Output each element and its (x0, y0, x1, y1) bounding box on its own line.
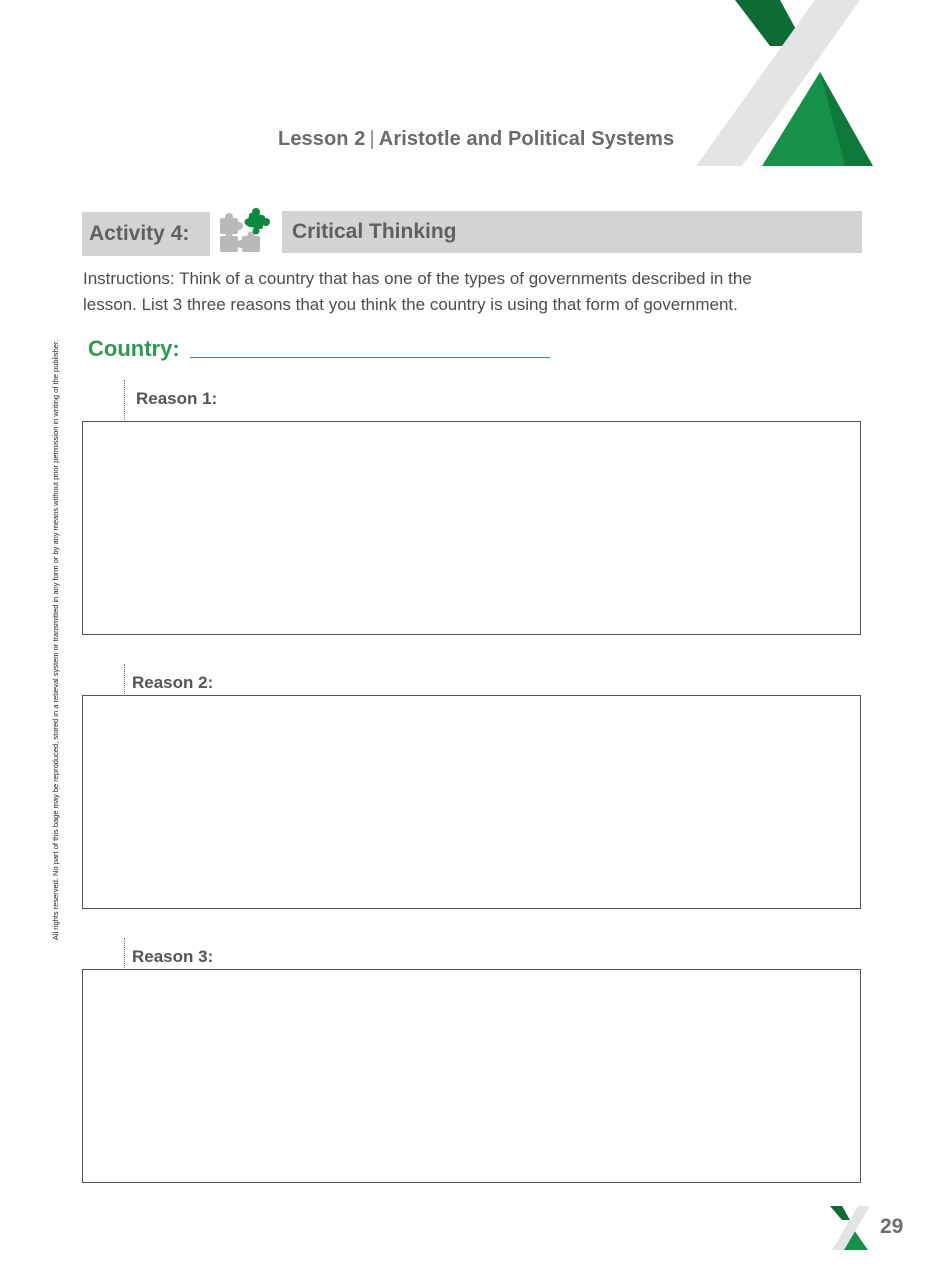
reason-2-label: Reason 2: (132, 673, 214, 692)
lesson-label: Lesson 2 (278, 128, 366, 150)
instructions-text (83, 266, 873, 318)
reason-1-divider (124, 380, 125, 422)
reason-1-label: Reason 1: (136, 389, 218, 408)
header-separator: | (369, 128, 375, 150)
country-answer-line[interactable] (190, 357, 550, 358)
footer-logo (828, 1204, 872, 1252)
reason-3-divider (124, 938, 125, 970)
page-number: 29 (880, 1215, 904, 1238)
country-label: Country: (88, 336, 180, 361)
copyright-notice: All rights reserved. No part of this bage may be reproduced, stored in a retieval system or transmitted in any form or by any means without prior permission in writing of the publisher. (51, 339, 60, 941)
activity-title-bar (282, 211, 862, 253)
corner-decoration-graphic (690, 0, 880, 170)
reason-2-divider (124, 664, 125, 696)
activity-label: Activity 4: (89, 222, 190, 245)
lesson-title: Aristotle and Political Systems (378, 128, 675, 150)
reason-2-answer-box[interactable] (82, 695, 861, 909)
instructions-line-2: lesson. List 3 three reasons that you think the country is using that form of government. (83, 295, 738, 314)
reason-1-answer-box[interactable] (82, 421, 861, 635)
activity-label-box (82, 212, 210, 256)
lesson-header (278, 128, 674, 151)
reason-3-label: Reason 3: (132, 947, 214, 966)
reason-3-answer-box[interactable] (82, 969, 861, 1183)
instructions-line-1: Instructions: Think of a country that has one of the types of governments described in the (83, 269, 752, 288)
puzzle-icon (216, 208, 272, 256)
activity-title: Critical Thinking (292, 220, 457, 243)
